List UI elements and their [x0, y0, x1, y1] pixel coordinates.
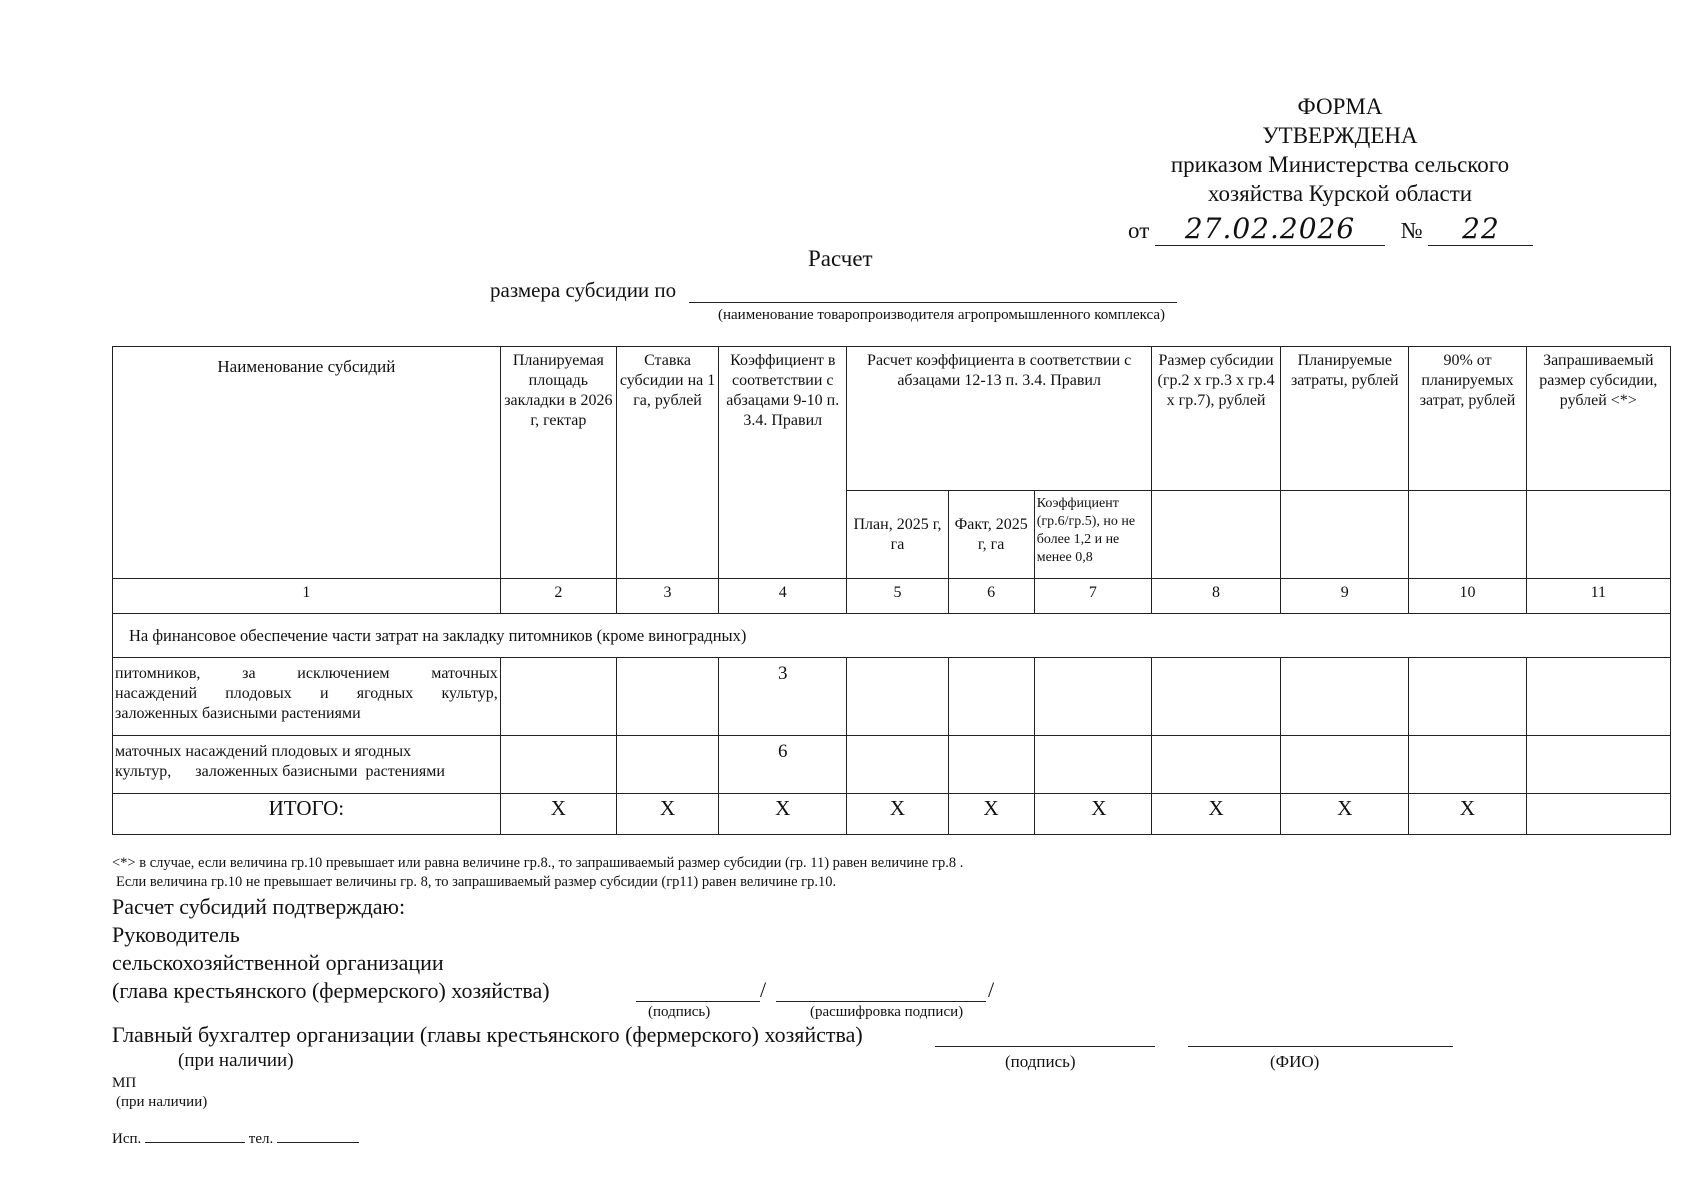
row-fact-cell [948, 736, 1034, 794]
row-ratio-cell [1034, 736, 1151, 794]
header-ratio: Коэффициент (гр.6/гр.5), но не более 1,2 и не менее 0,8 [1034, 491, 1151, 579]
row-subsidy-cell [1151, 658, 1280, 736]
total-row [113, 794, 1671, 835]
subsidy-subtitle [490, 278, 1177, 303]
producer-name-field [689, 280, 1177, 303]
approval-date-line [1128, 212, 1533, 246]
row-name-line: культур, заложенных базисными растениями [115, 763, 445, 780]
row-area-cell [500, 658, 616, 736]
header-planned-costs: Планируемые затраты, рублей [1281, 347, 1409, 491]
colnum-2: 2 [500, 579, 616, 614]
header-coefficient-calc: Расчет коэффициента в соответствии с абзацами 12-13 п. 3.4. Правил [847, 347, 1152, 491]
colnum-11: 11 [1526, 579, 1670, 614]
approval-ministry-line: хозяйства Курской области [1207, 181, 1473, 206]
row-coef-cell: 6 [719, 736, 847, 794]
total-mark: Х [719, 794, 847, 835]
header-subsidy-name: Наименование субсидий [113, 347, 501, 579]
subtitle-prefix: размера субсидии по [490, 278, 677, 302]
total-mark: Х [1281, 794, 1409, 835]
document-title: Расчет [808, 246, 873, 271]
head-line-2: сельскохозяйственной организации [112, 950, 444, 975]
column-number-row [113, 579, 1671, 614]
accountant-signature-line [935, 1046, 1155, 1047]
stamp-label: МП [112, 1075, 137, 1091]
approval-form-label: ФОРМА [1297, 94, 1383, 119]
approval-order-line: приказом Министерства сельского [1170, 152, 1510, 177]
signature-separator: / [760, 977, 767, 1002]
total-requested-cell [1526, 794, 1670, 835]
confirm-text: Расчет субсидий подтверждаю: [112, 894, 406, 919]
table-row [113, 658, 1671, 736]
caption-decode: (расшифровка подписи) [810, 1004, 964, 1020]
colnum-5: 5 [847, 579, 948, 614]
colnum-3: 3 [616, 579, 718, 614]
header-requested-size: Запрашиваемый размер субсидии, рублей <*> [1526, 347, 1670, 491]
row-costs-cell [1281, 658, 1409, 736]
footnote-line-2: Если величина гр.10 не превышает величины гр. 8, то запрашиваемый размер субсидии (гр11) равен величине гр.10. [116, 874, 837, 890]
row-name [113, 658, 501, 736]
colnum-1: 1 [113, 579, 501, 614]
signature-separator-end: / [988, 977, 995, 1002]
header-plan-2025: План, 2025 г, га [847, 491, 948, 579]
subheader-empty-10 [1409, 491, 1526, 579]
accountant-if-any: (при наличии) [178, 1050, 294, 1071]
row-ninety-cell [1409, 658, 1526, 736]
total-mark: Х [948, 794, 1034, 835]
colnum-7: 7 [1034, 579, 1151, 614]
table-row [113, 736, 1671, 794]
section-row [113, 614, 1671, 658]
header-fact-2025: Факт, 2025 г, га [948, 491, 1034, 579]
stamp-if-any: (при наличии) [116, 1094, 208, 1110]
head-decode-line [776, 1001, 986, 1002]
total-mark: Х [847, 794, 948, 835]
approval-date-value: 27.02.2026 [1155, 212, 1385, 246]
row-name [113, 736, 501, 794]
accountant-text: Главный бухгалтер организации (главы крестьянского (фермерского) хозяйства) [112, 1022, 863, 1047]
row-plan-cell [847, 736, 948, 794]
executor-line [112, 1128, 359, 1148]
total-mark: Х [616, 794, 718, 835]
subheader-empty-11 [1526, 491, 1670, 579]
row-plan-cell [847, 658, 948, 736]
executor-label: Исп. [112, 1131, 142, 1147]
header-coefficient: Коэффициент в соответствии с абзацами 9-10 п. 3.4. Правил [719, 347, 847, 579]
producer-name-caption: (наименование товаропроизводителя агропромышленного комплекса) [718, 307, 1166, 323]
phone-field [277, 1128, 359, 1143]
caption-signature-2: (подпись) [1005, 1052, 1076, 1071]
colnum-8: 8 [1151, 579, 1280, 614]
row-name-line: маточных насаждений плодовых и ягодных [115, 743, 412, 760]
colnum-10: 10 [1409, 579, 1526, 614]
total-mark: Х [1409, 794, 1526, 835]
phone-label: тел. [248, 1131, 274, 1147]
subheader-empty-9 [1281, 491, 1409, 579]
table-header-row [113, 347, 1671, 491]
accountant-fio-line [1188, 1046, 1453, 1047]
row-name-line: насаждений плодовых и ягодных культур, [115, 685, 498, 702]
total-mark: Х [1034, 794, 1151, 835]
row-subsidy-cell [1151, 736, 1280, 794]
header-ninety-percent: 90% от планируемых затрат, рублей [1409, 347, 1526, 491]
date-prefix: от [1128, 218, 1150, 243]
row-coef-cell: 3 [719, 658, 847, 736]
total-mark: Х [1151, 794, 1280, 835]
row-requested-cell [1526, 658, 1670, 736]
footnote-line-1: <*> в случае, если величина гр.10 превышает или равна величине гр.8., то запрашиваемый размер субсидии (гр. 11) равен величине гр.8 . [112, 855, 964, 871]
row-name-line: питомников, за исключением маточных [115, 665, 498, 682]
row-fact-cell [948, 658, 1034, 736]
row-rate-cell [616, 736, 718, 794]
row-name-line: заложенных базисными растениями [115, 705, 361, 722]
caption-fio: (ФИО) [1270, 1052, 1320, 1071]
section-title: На финансовое обеспечение части затрат на закладку питомников (кроме виноградных) [113, 614, 1671, 658]
approval-number-value: 22 [1428, 212, 1533, 246]
total-mark: Х [500, 794, 616, 835]
row-rate-cell [616, 658, 718, 736]
approval-approved-label: УТВЕРЖДЕНА [1262, 123, 1418, 148]
total-label: ИТОГО: [113, 794, 501, 835]
header-subsidy-size: Размер субсидии (гр.2 х гр.3 х гр.4 х гр.7), рублей [1151, 347, 1280, 491]
colnum-9: 9 [1281, 579, 1409, 614]
head-line-3: (глава крестьянского (фермерского) хозяйства) [112, 978, 550, 1003]
number-prefix: № [1400, 218, 1423, 243]
header-planned-area: Планируемая площадь закладки в 2026 г, гектар [500, 347, 616, 579]
executor-field [145, 1128, 245, 1143]
row-area-cell [500, 736, 616, 794]
caption-signature: (подпись) [648, 1004, 711, 1020]
row-ninety-cell [1409, 736, 1526, 794]
row-requested-cell [1526, 736, 1670, 794]
head-signature-line [636, 1001, 760, 1002]
subsidy-table [112, 346, 1671, 835]
header-rate: Ставка субсидии на 1 га, рублей [616, 347, 718, 579]
colnum-6: 6 [948, 579, 1034, 614]
row-ratio-cell [1034, 658, 1151, 736]
row-costs-cell [1281, 736, 1409, 794]
subheader-empty-8 [1151, 491, 1280, 579]
colnum-4: 4 [719, 579, 847, 614]
head-line-1: Руководитель [112, 922, 240, 947]
